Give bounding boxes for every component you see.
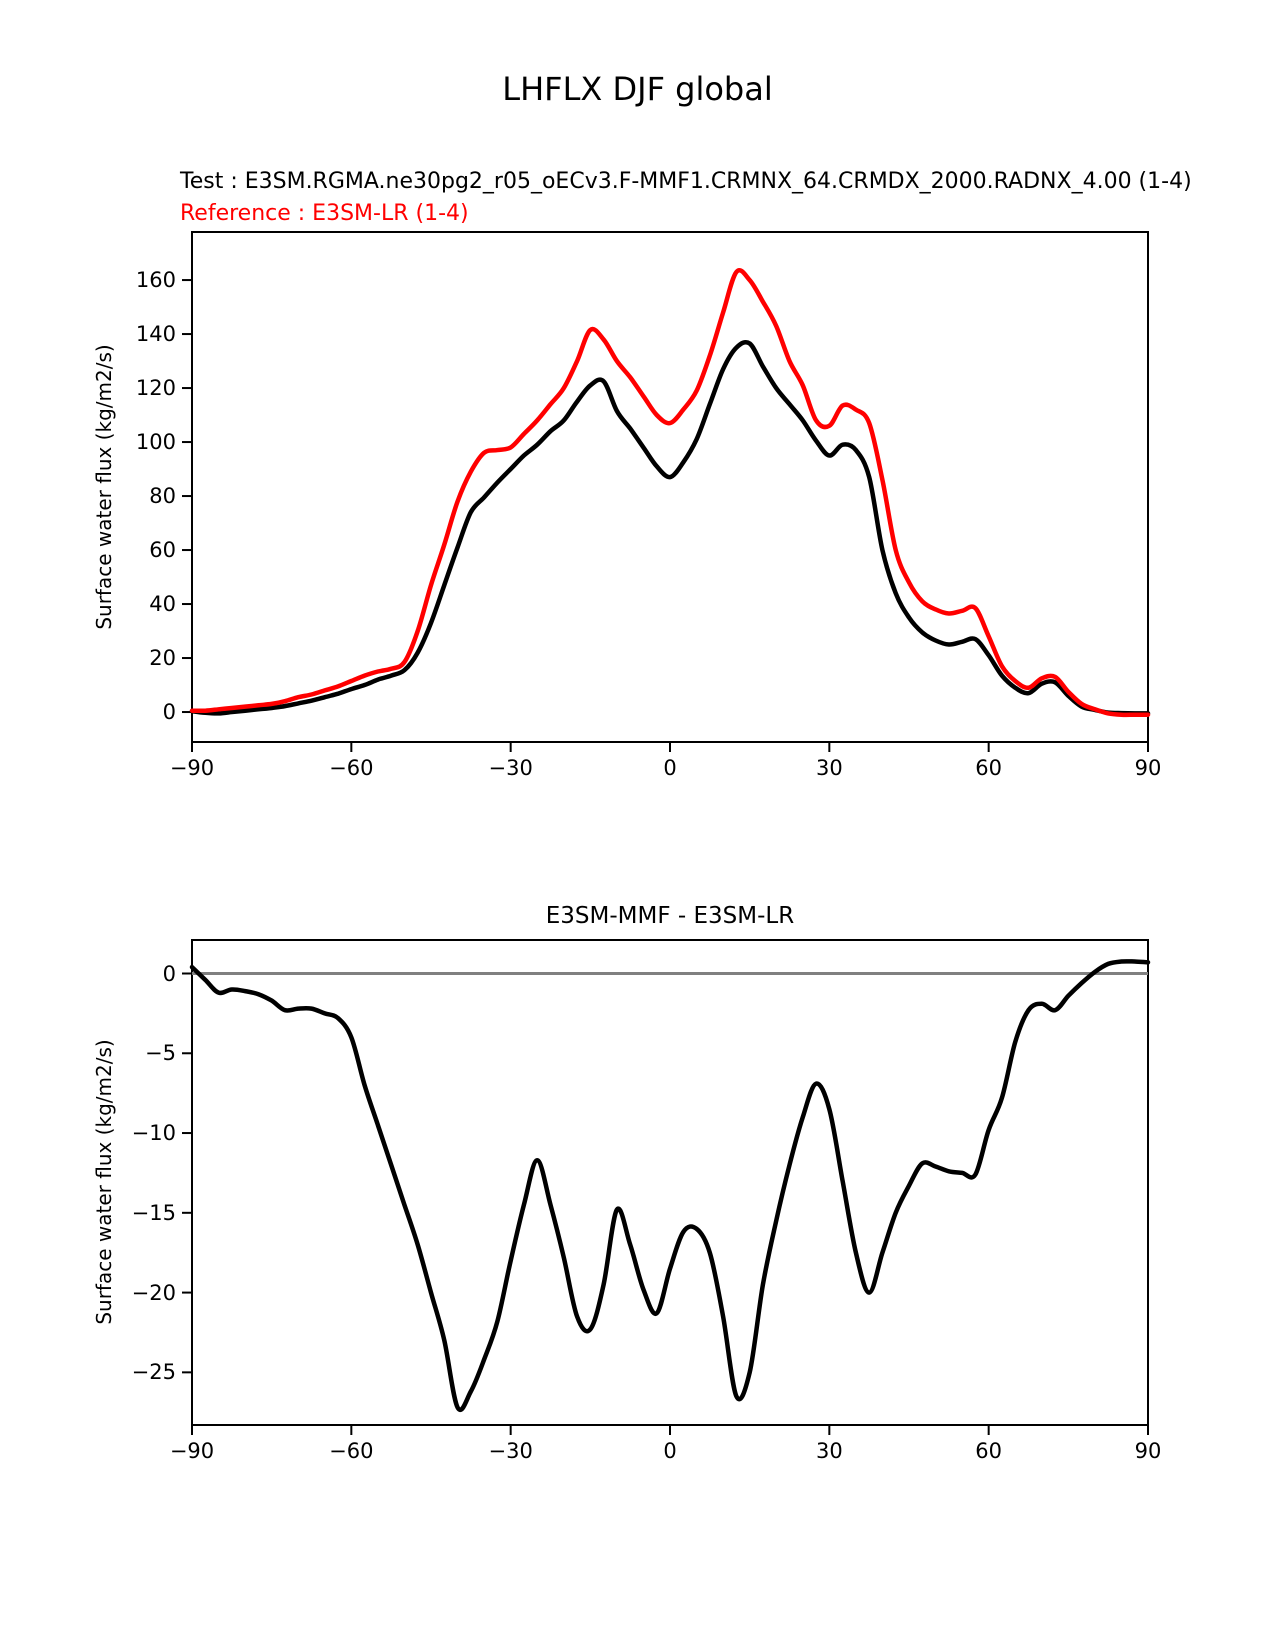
top-chart-ytick-label-20: 20 [149,646,176,671]
bottom-chart-xtick-label-90: 90 [1134,1439,1162,1463]
top-chart-xtick-label-0: 0 [663,756,677,780]
bottom-chart-xtick-label--60: −60 [329,1439,374,1463]
bottom-chart-ytick-label--20: −20 [131,1280,176,1305]
top-chart-ytick-label-160: 160 [135,268,176,293]
bottom-chart-xtick-label--30: −30 [488,1439,533,1463]
test-run-label: Test : E3SM.RGMA.ne30pg2_r05_oECv3.F-MMF1.CRMNX_64.CRMDX_2000.RADNX_4.00 (1-4) [180,169,1192,194]
top-chart-ytick-label-60: 60 [149,538,176,563]
top-chart-ytick-label-80: 80 [149,484,176,509]
bottom-chart-ytick-label-0: 0 [162,961,176,986]
top-chart-series-0-line [192,342,1148,713]
bottom-chart-ytick-label--5: −5 [145,1041,176,1066]
bottom-chart-frame [192,940,1148,1425]
bottom-chart-ylabel: Surface water flux (kg/m2/s) [92,1039,116,1325]
top-chart-ytick-label-100: 100 [135,430,176,455]
bottom-chart-ytick-label--15: −15 [131,1200,176,1225]
top-chart-ytick-label-0: 0 [162,700,176,725]
top-chart-xtick-label-30: 30 [815,756,843,780]
bottom-chart-xtick-label-0: 0 [663,1439,677,1463]
top-chart-xtick-label-60: 60 [975,756,1003,780]
top-chart-series-1-line [192,270,1148,715]
bottom-chart-title: E3SM-MMF - E3SM-LR [545,903,795,929]
bottom-chart-series-0-line [192,961,1148,1410]
bottom-chart-xtick-label--90: −90 [169,1439,215,1463]
top-chart-frame [192,232,1148,742]
top-chart-ylabel: Surface water flux (kg/m2/s) [92,344,116,630]
top-chart-xtick-label--30: −30 [488,756,533,780]
reference-run-label: Reference : E3SM-LR (1-4) [180,201,469,226]
top-chart-ytick-label-40: 40 [149,592,176,617]
bottom-chart-ytick-label--10: −10 [131,1121,176,1146]
top-chart-ytick-label-120: 120 [135,376,176,401]
bottom-chart-ytick-label--25: −25 [131,1360,176,1385]
bottom-chart-xtick-label-60: 60 [975,1439,1003,1463]
top-chart-xtick-label--60: −60 [329,756,374,780]
top-chart-xtick-label--90: −90 [169,756,215,780]
top-chart-xtick-label-90: 90 [1134,756,1162,780]
bottom-chart-xtick-label-30: 30 [815,1439,843,1463]
top-chart-ytick-label-140: 140 [135,322,176,347]
figure-title: LHFLX DJF global [502,70,773,108]
